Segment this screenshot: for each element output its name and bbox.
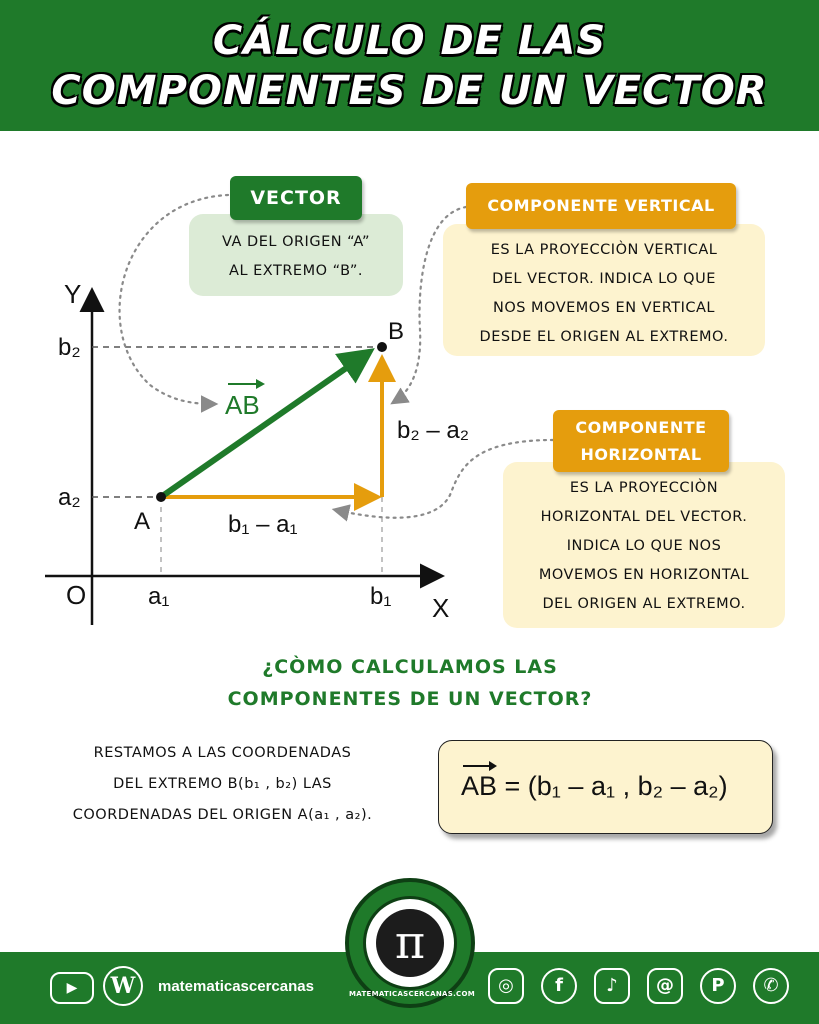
site-name[interactable]: matematicascercanas: [158, 978, 314, 995]
vector-ab-label-group: [225, 379, 265, 420]
formula-rhs: = (b₁ – a₁ , b₂ – a₂): [497, 771, 728, 801]
vertical-description-line3: NOS MOVEMOS EN VERTICAL: [492, 300, 716, 316]
horizontal-tag-line1: COMPONENTE: [575, 418, 707, 437]
logo: [345, 878, 475, 1008]
pinterest-icon[interactable]: P: [700, 968, 736, 1004]
axis-x-label: X: [432, 593, 450, 623]
vertical-description-line4: DESDE EL ORIGEN AL EXTREMO.: [479, 329, 729, 345]
formula: [461, 771, 728, 802]
threads-icon[interactable]: @: [647, 968, 683, 1004]
vertical-component-label: b₂ – a₂: [397, 417, 470, 444]
facebook-icon[interactable]: f: [541, 968, 577, 1004]
vertical-description-line1: ES LA PROYECCIÒN VERTICAL: [490, 242, 718, 258]
horizontal-description-line3: INDICA LO QUE NOS: [566, 538, 722, 554]
explanation-line2: DEL EXTREMO B(b₁ , b₂) LAS: [113, 776, 332, 792]
logo-ring: [363, 896, 457, 990]
tick-a2-label: a₂: [58, 484, 81, 511]
horizontal-description-line5: DEL ORIGEN AL EXTREMO.: [542, 596, 746, 612]
vector-description-line2: AL EXTREMO “B”.: [229, 263, 363, 279]
vector-ab-arrow: [161, 355, 365, 497]
vector-ab-label: AB: [225, 390, 260, 420]
whatsapp-icon[interactable]: ✆: [753, 968, 789, 1004]
horizontal-component-label: b₁ – a₁: [228, 511, 298, 538]
point-a-label: A: [134, 508, 151, 535]
vector-description-line1: VA DEL ORIGEN “A”: [222, 234, 370, 250]
tick-b1-label: b₁: [370, 583, 392, 610]
explanation-line3: COORDENADAS DEL ORIGEN A(a₁ , a₂).: [72, 807, 373, 823]
vector-description-box: [189, 214, 403, 296]
wordpress-icon[interactable]: W: [103, 966, 143, 1006]
vertical-tag: COMPONENTE VERTICAL: [466, 183, 736, 229]
youtube-icon[interactable]: ▶: [50, 972, 94, 1004]
vertical-description-line2: DEL VECTOR. INDICA LO QUE: [492, 271, 716, 287]
question-line2: COMPONENTES DE UN VECTOR?: [227, 688, 593, 710]
page-title-line2: COMPONENTES DE UN VECTOR: [51, 68, 768, 114]
point-b-dot: [377, 342, 387, 352]
origin-label: O: [66, 580, 87, 610]
explanation-line1: RESTAMOS A LAS COORDENADAS: [93, 745, 352, 761]
horizontal-tag-line2: HORIZONTAL: [580, 445, 702, 464]
vector-tag: VECTOR: [230, 176, 362, 220]
tick-b2-label: b₂: [58, 334, 81, 361]
horizontal-description-line1: ES LA PROYECCIÒN: [569, 480, 719, 496]
logo-pi-symbol: π: [376, 909, 444, 977]
explanation-text: [30, 738, 415, 831]
tick-a1-label: a₁: [148, 583, 170, 610]
page-title-line1: CÁLCULO DE LAS: [212, 18, 607, 64]
point-b-label: B: [388, 318, 405, 345]
horizontal-description-box: [503, 462, 785, 628]
logo-text: MATEMATICASCERCANAS.COM: [349, 990, 476, 998]
horizontal-description-line2: HORIZONTAL DEL VECTOR.: [540, 509, 748, 525]
point-a-dot: [156, 492, 166, 502]
horizontal-tag: [553, 410, 729, 472]
formula-vector: AB: [461, 771, 498, 801]
horizontal-description-line4: MOVEMOS EN HORIZONTAL: [538, 567, 750, 583]
question-line1: ¿CÒMO CALCULAMOS LAS: [262, 656, 558, 678]
vertical-description-box: [443, 224, 765, 356]
formula-box: [438, 740, 773, 834]
tiktok-icon[interactable]: ♪: [594, 968, 630, 1004]
instagram-icon[interactable]: ◎: [488, 968, 524, 1004]
axis-y-label: Y: [64, 279, 82, 309]
